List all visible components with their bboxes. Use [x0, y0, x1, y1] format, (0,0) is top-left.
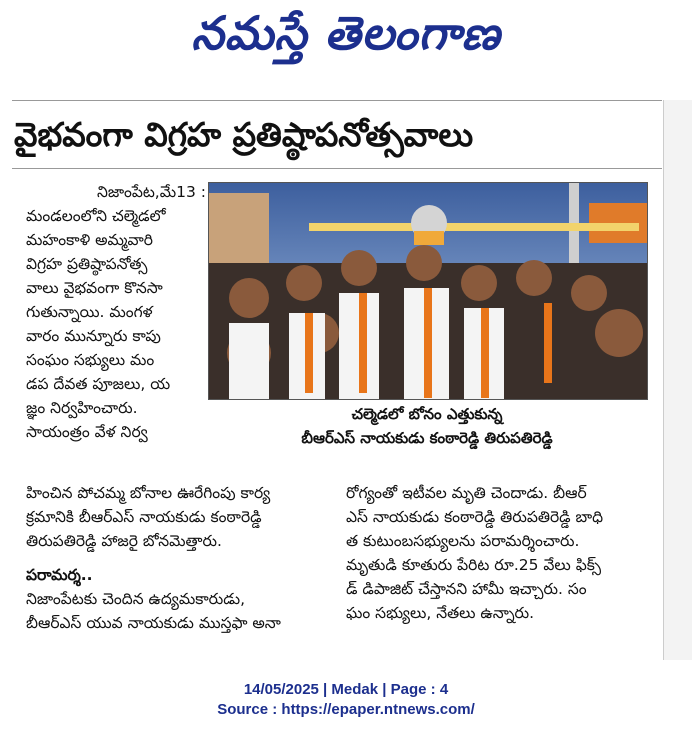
article-headline: వైభవంగా విగ్రహ ప్రతిష్ఠాపనోత్సవాలు	[14, 115, 474, 154]
caption-line: బీఆర్ఎస్ నాయకుడు కంఠారెడ్డి తిరుపతిరెడ్డి	[301, 429, 553, 447]
subheading: పరామర్శ..	[26, 566, 93, 584]
newspaper-logo: నమస్తే తెలంగాణ	[191, 6, 501, 60]
photo-caption	[208, 402, 646, 450]
text-line: హించిన పోచమ్మ బోనాల ఊరేగింపు కార్య	[26, 484, 271, 502]
page-edge-shadow	[663, 100, 692, 660]
text-line: డ్ డిపాజిట్ చేస్తానని హామీ ఇచ్చారు. సం	[346, 580, 587, 598]
text-line: వారం మున్నూరు కాపు	[26, 327, 161, 345]
text-line: నిజాంపేటకు చెందిన ఉద్యమకారుడు,	[26, 590, 245, 608]
text-line: వాలు వైభవంగా కొనసా	[26, 279, 163, 297]
text-line: రోగ్యంతో ఇటీవల మృతి చెందాడు. బీఆర్	[346, 484, 587, 502]
text-line: నిజాంపేట,మే13 :	[97, 183, 206, 201]
text-line: ఘం సభ్యులు, నేతలు ఉన్నారు.	[346, 604, 535, 622]
masthead	[0, 0, 692, 78]
footer	[0, 680, 692, 720]
text-line: సాయంత్రం వేళ నిర్వ	[26, 423, 148, 441]
text-line: గుతున్నాయి. మంగళ	[26, 303, 153, 321]
text-line: విగ్రహ ప్రతిష్ఠాపనోత్స	[26, 255, 148, 273]
text-line: బీఆర్ఎస్ యువ నాయకుడు ముస్తఫా అనా	[26, 614, 281, 632]
footer-source[interactable]: Source : https://epaper.ntnews.com/	[217, 701, 475, 718]
text-line: త కుటుంబసభ్యులను పరామర్శించారు.	[346, 532, 580, 550]
bottom-left-column	[26, 481, 326, 635]
crowd-photo-illustration	[209, 183, 647, 399]
text-line: జ్ఞం నిర్వహించారు.	[26, 399, 138, 417]
article-photo	[208, 182, 648, 400]
text-line: మండలంలోని చల్మెడలో	[26, 207, 166, 225]
text-line: డప దేవత పూజలు, య	[26, 375, 171, 393]
top-divider	[12, 100, 662, 101]
text-line: మృతుడి కూతురు పేరిట రూ.25 వేలు ఫిక్స్	[346, 556, 602, 574]
text-line: క్రమానికి బీఆర్ఎస్ నాయకుడు కంఠారెడ్డి	[26, 508, 262, 526]
text-line: మహంకాళి అమ్మవారి	[26, 231, 153, 249]
left-column	[26, 180, 206, 444]
caption-line: చల్మెడలో బోనం ఎత్తుకున్న	[351, 405, 503, 423]
footer-date-edition: 14/05/2025 | Medak | Page : 4	[243, 681, 449, 698]
headline-divider	[12, 168, 662, 169]
text-line: తిరుపతిరెడ్డి హాజరై బోనమెత్తారు.	[26, 532, 222, 550]
text-line: ఎస్ నాయకుడు కంఠారెడ్డి తిరుపతిరెడ్డి బాధి	[346, 508, 604, 526]
text-line: సంఘం సభ్యులు మం	[26, 351, 155, 369]
bottom-right-column	[346, 481, 644, 625]
